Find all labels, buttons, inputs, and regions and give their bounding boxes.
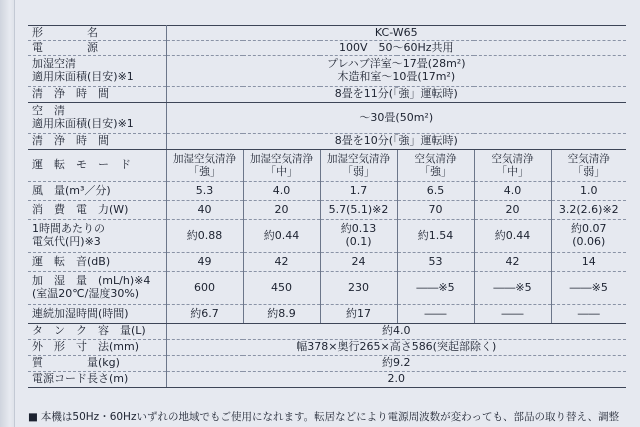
value-air-area: ～30畳(50m²) [166, 103, 626, 134]
label-air-area [28, 103, 166, 134]
label-air-clean-time: 清 浄 時 間 [28, 134, 166, 150]
row-mode [28, 150, 626, 182]
row-tank [28, 324, 626, 340]
label-humidification-line2: (室温20℃/湿度30%) [32, 287, 140, 300]
mode-name: 加湿空気清浄 [250, 152, 313, 165]
mode-cell [243, 150, 320, 182]
cost-main: 約0.44 [494, 228, 531, 242]
mode-name: 空気清浄 [491, 152, 534, 165]
power-consumption-value: 70 [397, 201, 474, 220]
electricity-cost-value [243, 220, 320, 253]
label-mode: 運 転 モ ー ド [28, 150, 166, 182]
airflow-value: 6.5 [397, 182, 474, 201]
airflow-value: 4.0 [243, 182, 320, 201]
cost-main: 約0.88 [186, 228, 223, 242]
cost-sub: (0.06) [572, 235, 606, 248]
continuous-time-value: 約8.9 [243, 305, 320, 324]
electricity-cost-value [474, 220, 551, 253]
cost-sub: (0.1) [345, 235, 372, 248]
airflow-value: 4.0 [474, 182, 551, 201]
row-airflow [28, 182, 626, 201]
electricity-cost-value [397, 220, 474, 253]
row-cord [28, 372, 626, 388]
label-weight: 質 量(kg) [28, 356, 166, 372]
footnote-text: 本機は50Hz・60Hzいずれの地域でもご使用になれます。転居などにより電源周波数が変わっても、部品の取り替え、調整 [40, 411, 620, 423]
row-model [28, 26, 626, 41]
label-noise: 運 転 音(dB) [28, 253, 166, 272]
power-consumption-value: 20 [243, 201, 320, 220]
row-air-area [28, 103, 626, 134]
value-cord: 2.0 [166, 372, 626, 388]
label-dimensions: 外 形 寸 法(mm) [28, 340, 166, 356]
continuous-time-value: ―― [474, 305, 551, 324]
label-electricity-cost-line1: 1時間あたりの [32, 222, 105, 236]
label-electricity-cost [28, 220, 166, 253]
mode-level: 「中」 [496, 164, 529, 178]
mode-level: 「弱」 [342, 164, 375, 178]
mode-level: 「弱」 [572, 164, 606, 178]
noise-value: 49 [166, 253, 243, 272]
electricity-cost-value [166, 220, 243, 253]
label-humid-area-line1: 加湿空清 [32, 57, 76, 71]
mode-name: 加湿空気清浄 [327, 152, 390, 165]
footnote-bullet-icon: ■ [28, 411, 38, 423]
electricity-cost-value [551, 220, 626, 253]
value-power: 100V 50～60Hz共用 [166, 41, 626, 56]
row-dimensions [28, 340, 626, 356]
power-consumption-value: 5.7(5.1)※2 [320, 201, 397, 220]
mode-name: 空気清浄 [567, 152, 610, 165]
humidification-value: ――※5 [551, 272, 626, 305]
mode-cell [551, 150, 626, 182]
label-humid-area-line2: 適用床面積(目安)※1 [32, 70, 134, 83]
noise-value: 53 [397, 253, 474, 272]
row-electricity-cost [28, 220, 626, 253]
label-humid-area [28, 56, 166, 87]
label-humid-clean-time: 清 浄 時 間 [28, 87, 166, 103]
value-humid-area-line1: プレハブ洋室～17畳(28m²) [327, 57, 466, 71]
noise-value: 42 [243, 253, 320, 272]
value-humid-clean-time: 8畳を11分(「強」運転時) [166, 87, 626, 103]
mode-level: 「強」 [188, 164, 221, 178]
row-humid-clean-time [28, 87, 626, 103]
label-tank: タ ン ク 容 量(L) [28, 324, 166, 340]
label-humidification-line1: 加 湿 量 (mL/h)※4 [32, 274, 151, 288]
binding-edge [0, 0, 15, 427]
cost-main: 約0.07 [571, 222, 607, 236]
row-weight [28, 356, 626, 372]
value-model: KC-W65 [166, 26, 626, 41]
mode-cell [397, 150, 474, 182]
electricity-cost-value [320, 220, 397, 253]
humidification-value: 450 [243, 272, 320, 305]
footnote [28, 409, 628, 424]
humidification-value: 600 [166, 272, 243, 305]
continuous-time-value: 約6.7 [166, 305, 243, 324]
power-consumption-value: 3.2(2.6)※2 [551, 201, 626, 220]
value-humid-area [166, 56, 626, 87]
row-power [28, 41, 626, 56]
label-model: 形 名 [28, 26, 166, 41]
continuous-time-value: ―― [397, 305, 474, 324]
label-air-area-line1: 空 清 [32, 104, 65, 118]
mode-level: 「強」 [419, 164, 452, 178]
label-power-consumption: 消 費 電 力(W) [28, 201, 166, 220]
noise-value: 24 [320, 253, 397, 272]
label-air-area-line2: 適用床面積(目安)※1 [32, 117, 134, 130]
noise-value: 42 [474, 253, 551, 272]
mode-name: 空気清浄 [414, 152, 457, 165]
row-humid-area [28, 56, 626, 87]
airflow-value: 1.0 [551, 182, 626, 201]
airflow-value: 5.3 [166, 182, 243, 201]
row-power-consumption [28, 201, 626, 220]
mode-cell [320, 150, 397, 182]
cost-main: 約1.54 [417, 228, 454, 242]
label-electricity-cost-line2: 電気代(円)※3 [32, 235, 101, 248]
power-consumption-value: 40 [166, 201, 243, 220]
cost-main: 約0.13 [340, 222, 377, 236]
continuous-time-value: ―― [551, 305, 626, 324]
mode-level: 「中」 [265, 164, 298, 178]
label-airflow: 風 量(m³／分) [28, 182, 166, 201]
value-tank: 約4.0 [166, 324, 626, 340]
airflow-value: 1.7 [320, 182, 397, 201]
label-continuous-time: 連続加湿時間(時間) [28, 305, 166, 324]
noise-value: 14 [551, 253, 626, 272]
humidification-value: ――※5 [474, 272, 551, 305]
power-consumption-value: 20 [474, 201, 551, 220]
value-dimensions: 幅378×奥行265×高さ586(突起部除く) [166, 340, 626, 356]
humidification-value: ――※5 [397, 272, 474, 305]
value-humid-area-line2: 木造和室～10畳(17m²) [337, 70, 456, 83]
spec-table [28, 25, 626, 388]
value-weight: 約9.2 [166, 356, 626, 372]
row-noise [28, 253, 626, 272]
mode-cell [474, 150, 551, 182]
continuous-time-value: 約17 [320, 305, 397, 324]
cost-main: 約0.44 [263, 228, 300, 242]
row-humidification [28, 272, 626, 305]
label-humidification [28, 272, 166, 305]
row-air-clean-time [28, 134, 626, 150]
row-continuous-time [28, 305, 626, 324]
mode-cell [166, 150, 243, 182]
mode-name: 加湿空気清浄 [173, 152, 236, 165]
humidification-value: 230 [320, 272, 397, 305]
label-cord: 電源コード長さ(m) [28, 372, 166, 388]
value-air-clean-time: 8畳を10分(「強」運転時) [166, 134, 626, 150]
label-power: 電 源 [28, 41, 166, 56]
